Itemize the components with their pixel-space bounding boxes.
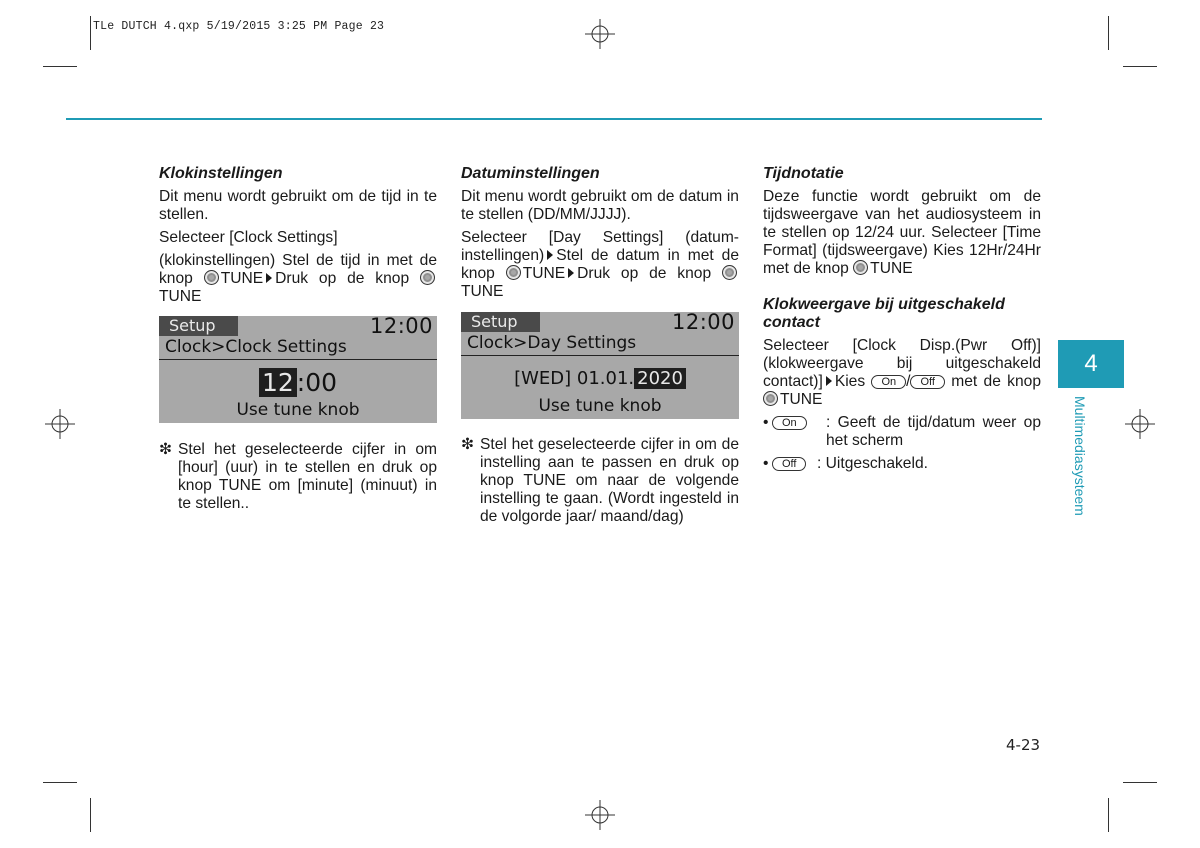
display-divider — [159, 359, 437, 360]
text: / — [906, 373, 911, 390]
day-settings-display — [461, 312, 739, 419]
column-clock-settings — [159, 165, 437, 311]
display-time-value — [159, 368, 437, 397]
arrow-right-icon — [547, 250, 553, 260]
section-heading: Tijdnotatie — [763, 165, 844, 182]
arrow-right-icon — [568, 268, 574, 278]
on-button-icon: On — [871, 375, 906, 389]
display-hint: Use tune knob — [236, 400, 360, 420]
paragraph — [763, 337, 1041, 409]
text: Druk op de knop — [577, 265, 712, 282]
arrow-right-icon — [266, 273, 272, 283]
list-item-off — [763, 455, 1041, 473]
note-symbol-icon: ❇ — [461, 436, 475, 453]
arrow-right-icon — [826, 376, 832, 386]
selected-hour: 12 — [259, 368, 297, 397]
note — [159, 441, 437, 513]
text: TUNE — [780, 391, 823, 408]
column-clock-note — [159, 441, 437, 518]
text: Druk op de knop — [275, 270, 410, 287]
section-heading: Klokweergave bij uitgeschakeld contact — [763, 296, 1005, 331]
header-rule — [66, 118, 1042, 120]
page-number: 4-23 — [1006, 736, 1041, 754]
on-button-icon: On — [772, 416, 807, 430]
paragraph — [461, 229, 739, 301]
display-setup-tab: Setup — [159, 316, 238, 336]
off-button-icon: Off — [910, 375, 944, 389]
column-time-format — [763, 165, 1041, 478]
text: Deze functie wordt gebruikt om de tijdsweergave van het audiosysteem in te stellen op 12/24 uur. Selecteer [Time Format] (tijdsweergave) Kies 12Hr/24Hr met de knop — [763, 188, 1041, 277]
paragraph: Dit menu wordt gebruikt om de tijd in te stellen. — [159, 188, 437, 223]
list-item-on — [763, 414, 1041, 450]
registration-mark-top — [585, 19, 615, 49]
text: Selecteer [Clock Disp.(Pwr Off)] (klokweergave bij uitgeschakeld contact)] — [763, 337, 1041, 390]
text: : Geeft de tijd/datum weer op het scherm — [826, 414, 1041, 449]
text: Selecteer [Day Settings] (datum-instellingen) — [461, 229, 739, 264]
section-heading: Klokinstellingen — [159, 165, 283, 182]
tune-knob-icon — [420, 270, 435, 285]
registration-mark-right — [1125, 409, 1155, 439]
column-date-settings — [461, 165, 739, 306]
tune-knob-icon — [853, 260, 868, 275]
text: TUNE — [870, 260, 913, 277]
tune-knob-icon — [204, 270, 219, 285]
display-clock: 12:00 — [671, 310, 735, 334]
paragraph — [159, 252, 437, 306]
minutes: :00 — [296, 368, 338, 397]
text: Stel de datum in met de knop — [461, 247, 739, 282]
clock-settings-display — [159, 316, 437, 423]
text: : Uitgeschakeld. — [817, 455, 928, 472]
note-text: Stel het geselecteerde cijfer in om [hour] (uur) in te stellen en druk op knop TUNE om [minute] (minuut) in te stellen.. — [178, 441, 437, 512]
text: Kies — [834, 373, 866, 390]
note-text: Stel het geselecteerde cijfer in om de instelling aan te passen en druk op knop TUNE om naar de volgende instelling te gaan. (Wordt ingesteld in de volgorde jaar/ maand/dag) — [480, 436, 739, 525]
text: TUNE — [461, 283, 504, 300]
paragraph: Dit menu wordt gebruikt om de datum in te stellen (DD/MM/JJJJ). — [461, 188, 739, 223]
list-bullet: • — [763, 414, 769, 431]
list-bullet: • — [763, 455, 769, 472]
chapter-title: Multimediasysteem — [1072, 396, 1088, 516]
note-symbol-icon: ❇ — [159, 441, 173, 458]
display-subtitle: Clock>Clock Settings — [165, 337, 347, 357]
paragraph — [763, 188, 1041, 278]
text: met de knop — [951, 373, 1041, 390]
date-text: [WED] 01.01. — [514, 368, 635, 389]
text: TUNE — [522, 265, 566, 282]
off-button-icon: Off — [772, 457, 806, 471]
text: TUNE — [220, 270, 264, 287]
print-slug: TLe DUTCH 4.qxp 5/19/2015 3:25 PM Page 23 — [93, 20, 385, 33]
display-hint: Use tune knob — [538, 396, 662, 416]
tune-knob-icon — [722, 265, 737, 280]
note — [461, 436, 739, 526]
column-date-note — [461, 436, 739, 531]
display-divider — [461, 355, 739, 356]
registration-mark-left — [45, 409, 75, 439]
paragraph: Selecteer [Clock Settings] — [159, 229, 338, 246]
text: (klokinstellingen) Stel de tijd in met de knop — [159, 252, 437, 287]
tune-knob-icon — [506, 265, 521, 280]
text: TUNE — [159, 288, 202, 305]
display-subtitle: Clock>Day Settings — [467, 333, 637, 353]
tune-knob-icon — [763, 391, 778, 406]
section-heading: Datuminstellingen — [461, 165, 600, 182]
display-date-value — [461, 368, 739, 389]
selected-year: 2020 — [634, 368, 686, 389]
display-clock: 12:00 — [369, 314, 433, 338]
registration-mark-bottom — [585, 800, 615, 830]
display-setup-tab: Setup — [461, 312, 540, 332]
chapter-tab: 4 — [1058, 340, 1124, 388]
